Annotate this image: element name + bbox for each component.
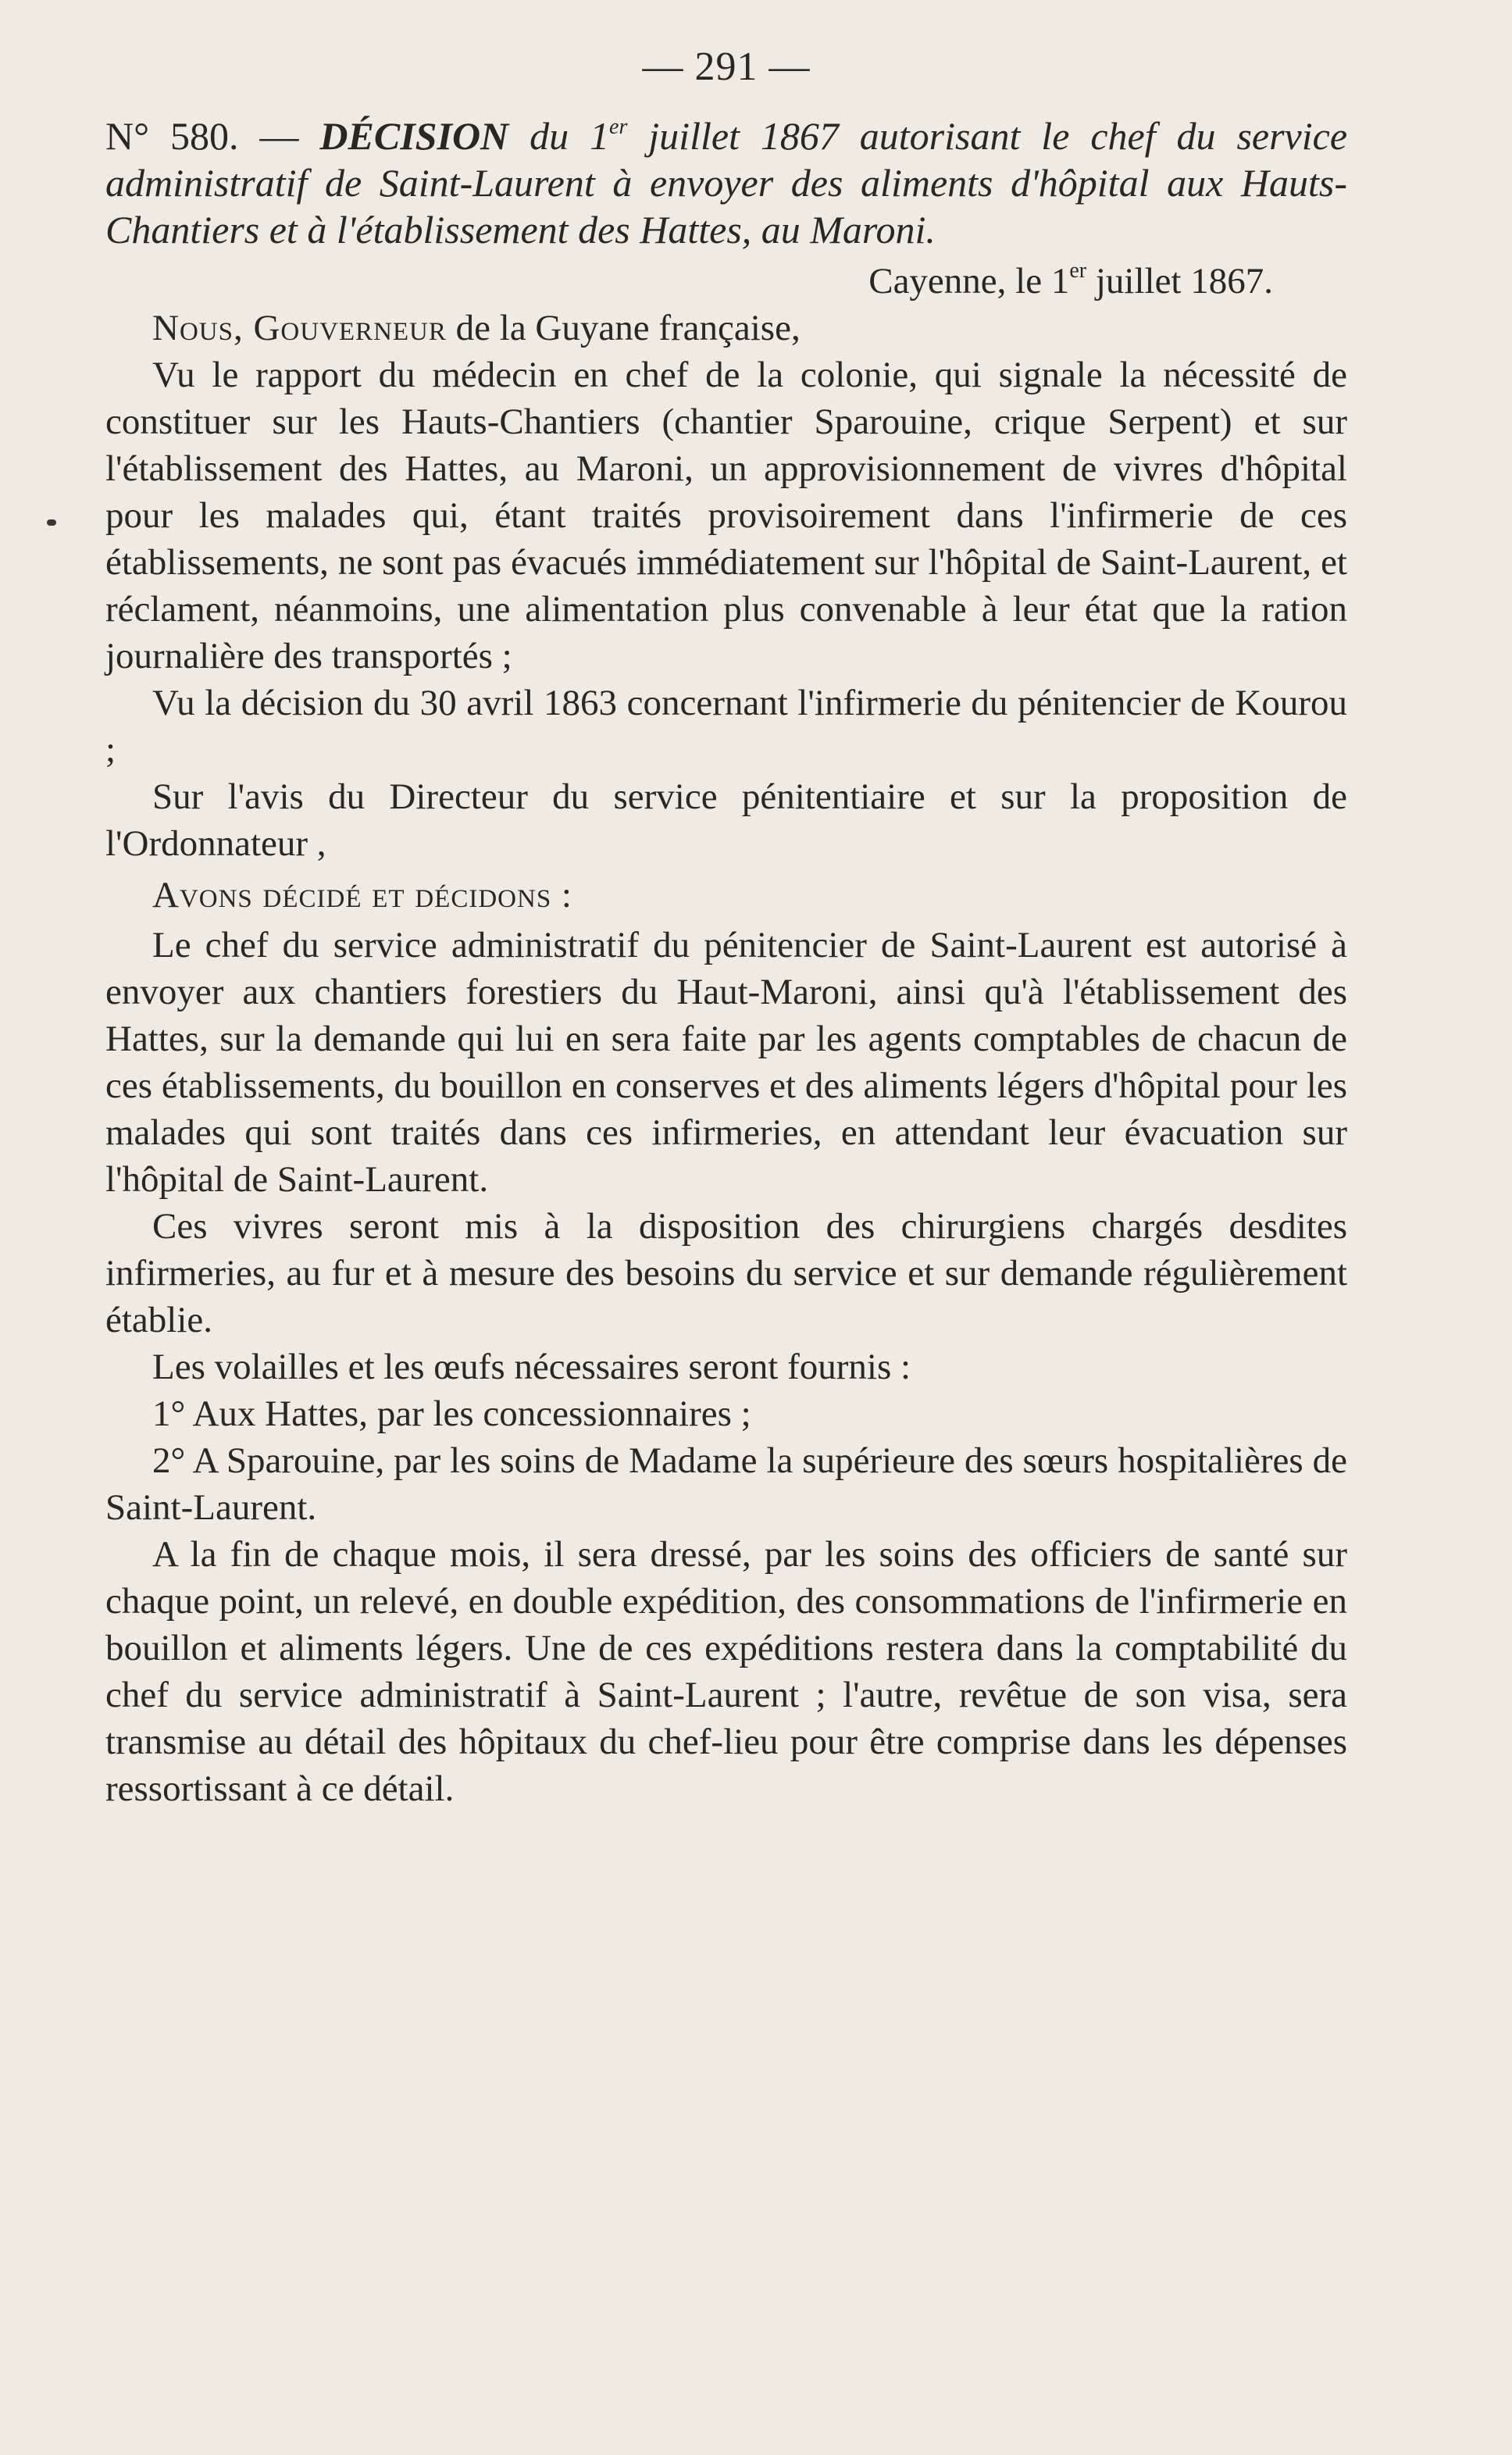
dateline-after-sup: juillet 1867.	[1086, 261, 1273, 302]
document-page	[105, 47, 1347, 1812]
act-title-after-sup: juillet 1867 autorisant le chef du service administratif de Saint-Laurent à envoyer des aliments d'hôpital aux Hauts-Chantiers et à l'établissement des Hattes, au Maroni.	[105, 114, 1348, 252]
paragraph-fin-mois: A la fin de chaque mois, il sera dressé, par les soins des officiers de santé sur chaque point, un relevé, en double expédition, des consommations de l'infirmerie en bouillon et aliments légers. Une de ces expéditions restera dans la comptabilité du chef du service administratif à Saint-Laurent ; l'autre, revêtue de son visa, sera transmise au détail des hôpitaux du chef-lieu pour être comprise dans les dépenses ressortissant à ce détail.	[105, 1534, 1347, 1809]
act-keyword: DÉCISION	[319, 114, 509, 158]
paragraph-volailles: Les volailles et les œufs nécessaires seront fournis :	[152, 1347, 911, 1387]
list-item-2: 2° A Sparouine, par les soins de Madame la supérieure des sœurs hospitalières de Saint-Laurent.	[105, 1440, 1347, 1528]
preamble-nous: Nous, Gouverneur	[152, 308, 447, 348]
decision-heading: Avons décidé et décidons :	[152, 875, 572, 915]
act-dash: —	[259, 114, 299, 158]
preamble-rest: de la Guyane française,	[446, 308, 801, 348]
paragraph-sur-avis: Sur l'avis du Directeur du service pénitentiaire et sur la proposition de l'Ordonnateur ,	[105, 776, 1347, 864]
act-title	[105, 112, 1347, 253]
page-number: — 291 —	[642, 45, 811, 89]
dateline	[105, 258, 1273, 305]
preamble	[105, 305, 1347, 351]
paragraph-chef-service: Le chef du service administratif du pénitencier de Saint-Laurent est autorisé à envoyer aux chantiers forestiers du Haut-Maroni, ainsi qu'à l'établissement des Hattes, sur la demande qui lui en sera faite par les agents comptables de chacun de ces établissements, du bouillon en conserves et des aliments légers d'hôpital pour les malades qui sont traités dans ces infirmeries, en attendant leur évacuation sur l'hôpital de Saint-Laurent.	[105, 925, 1347, 1200]
paragraph-vu-rapport: Vu le rapport du médecin en chef de la colonie, qui signale la nécessité de constituer sur les Hauts-Chantiers (chantier Sparouine, crique Serpent) et sur l'établissement des Hattes, au Maroni, un approvisionnement de vivres d'hôpital pour les malades qui, étant traités provisoirement dans l'infirmerie de ces établissements, ne sont pas évacués immédiatement sur l'hôpital de Saint-Laurent, et réclament, néanmoins, une alimentation plus convenable à leur état que la ration journalière des transportés ;	[105, 355, 1347, 676]
act-title-sup: er	[609, 115, 628, 139]
dateline-before-sup: Cayenne, le 1	[868, 261, 1070, 302]
act-number: N° 580.	[105, 114, 239, 158]
dateline-sup: er	[1069, 259, 1087, 283]
paragraph-ces-vivres: Ces vivres seront mis à la disposition des chirurgiens chargés desdites infirmeries, au fur et à mesure des besoins du service et sur demande régulièrement établie.	[105, 1206, 1347, 1340]
paragraph-vu-decision: Vu la décision du 30 avril 1863 concernant l'infirmerie du pénitencier de Kourou ;	[105, 683, 1347, 770]
act-title-before-sup: du 1	[530, 114, 610, 158]
margin-ink-dot	[47, 519, 56, 526]
list-item-1: 1° Aux Hattes, par les concessionnaires ;	[152, 1393, 751, 1434]
